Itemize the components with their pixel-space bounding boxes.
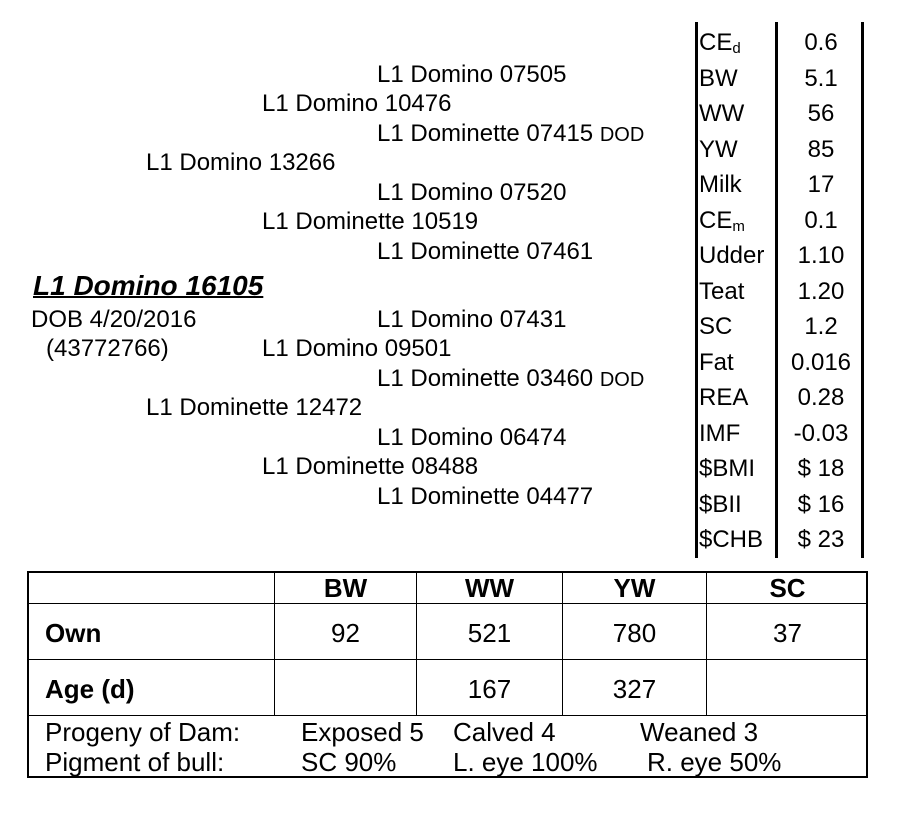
dam-sire: L1 Domino 09501 [262,335,452,362]
perf-hline [29,659,866,660]
perf-own-bw: 92 [331,618,360,648]
epd-label-text: IMF [699,419,741,447]
epd-label [699,309,732,345]
epd-label [699,487,742,523]
dam-dam-sire: L1 Domino 06474 [377,424,567,451]
sire-sire: L1 Domino 10476 [262,90,452,117]
pigment-left-eye: L. eye 100% [453,747,598,777]
epd-label-text: Teat [699,277,745,305]
epd-label-text: Milk [699,171,742,198]
dam-sire-dam [377,365,644,394]
epd-label [699,416,740,452]
epd-value: 5.1 [804,64,838,92]
pigment-right-eye: R. eye 50% [647,747,782,777]
epd-label [699,61,738,97]
epd-divider [775,22,778,558]
epd-label [699,451,755,487]
animal-name: L1 Domino 16105 [33,270,264,301]
perf-header-sc: SC [769,573,806,603]
sire-sire-dam-name: L1 Dominette 07415 [377,120,594,147]
sire-sire-sire: L1 Domino 07505 [377,61,567,88]
progeny-label: Progeny of Dam: [45,717,241,747]
epd-label [699,25,741,61]
perf-hline [29,603,866,604]
epd-value: 17 [807,171,835,198]
progeny-weaned: Weaned 3 [640,717,759,747]
epd-value: $ 18 [797,455,845,482]
epd-label [699,274,744,310]
animal-dob: DOB 4/20/2016 [31,306,197,333]
sire-dam-sire: L1 Domino 07520 [377,179,567,206]
perf-hline [29,715,866,716]
epd-value: -0.03 [793,419,849,447]
sire-dam-dam: L1 Dominette 07461 [377,238,594,265]
epd-value: $ 23 [797,526,845,553]
epd-label-subscript: m [732,217,745,235]
epd-label-text: WW [699,100,745,127]
epd-label [699,522,763,558]
dam-dam-dam: L1 Dominette 04477 [377,483,594,510]
epd-label-subscript: d [732,40,741,57]
epd-label [699,238,764,274]
epd-value: 0.6 [804,29,838,56]
sire: L1 Domino 13266 [146,149,336,176]
epd-label [699,132,738,168]
animal-registration: (43772766) [46,335,169,362]
epd-label-text: BW [699,64,738,92]
perf-own-label: Own [45,618,102,648]
epd-label-text: REA [699,384,749,411]
perf-age-ww: 167 [467,674,512,704]
epd-value: 0.28 [797,384,845,411]
epd-value: 85 [807,135,835,163]
perf-header-bw: BW [323,573,368,603]
epd-value: 1.20 [797,277,845,305]
epd-value: 0.1 [804,206,838,234]
sire-dam: L1 Dominette 10519 [262,208,479,235]
pigment-label: Pigment of bull: [45,747,225,777]
epd-label-text: Fat [699,348,734,376]
epd-left-border [695,22,698,558]
perf-age-label: Age (d) [45,674,135,704]
epd-label [699,380,748,416]
sire-sire-dam-tag: DOD [599,124,645,146]
dam-dam: L1 Dominette 08488 [262,453,479,480]
epd-value: $ 16 [797,490,845,518]
epd-value: 56 [807,100,835,127]
progeny-calved: Calved 4 [453,717,556,747]
epd-label [699,96,744,132]
dam-sire-dam-name: L1 Dominette 03460 [377,365,594,392]
perf-header-ww: WW [464,573,515,603]
perf-own-ww: 521 [467,618,512,648]
epd-label-text: $BII [699,490,742,518]
perf-age-yw: 327 [612,674,657,704]
perf-header-yw: YW [613,573,656,603]
dam-sire-sire: L1 Domino 07431 [377,306,567,333]
epd-label-text: CE [699,29,733,56]
sire-sire-dam [377,120,644,149]
perf-own-yw: 780 [612,618,657,648]
epd-label-text: YW [699,135,738,163]
epd-value: 1.10 [797,242,845,269]
epd-label [699,203,745,239]
epd-label [699,167,742,203]
progeny-exposed: Exposed 5 [301,717,424,747]
epd-label-text: Udder [699,242,765,269]
epd-value: 0.016 [790,348,852,376]
performance-table [27,571,868,778]
epd-label-text: CE [699,206,733,234]
pigment-sc: SC 90% [301,747,397,777]
epd-label-text: SC [699,313,733,340]
dam: L1 Dominette 12472 [146,394,363,421]
epd-label [699,345,734,381]
epd-label-text: $BMI [699,455,756,482]
perf-own-sc: 37 [773,618,802,648]
epd-label-text: $CHB [699,526,764,553]
dam-sire-dam-tag: DOD [599,369,645,391]
epd-value: 1.2 [804,313,838,340]
